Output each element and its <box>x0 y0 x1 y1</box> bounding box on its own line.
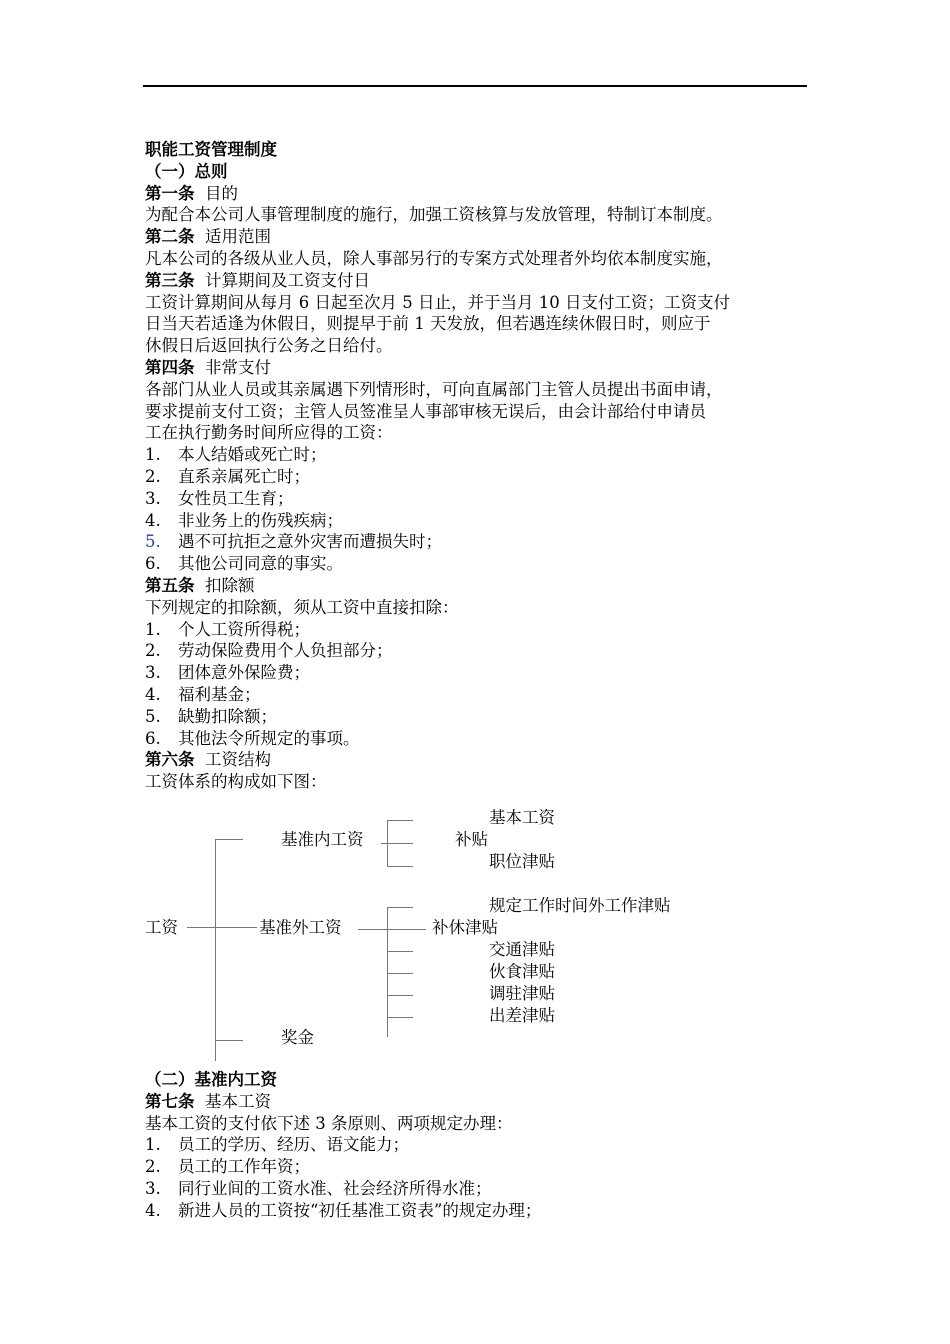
diagram-outer-label: 基准外工资 <box>259 917 342 937</box>
list-item: 3. 团体意外保险费； <box>145 663 310 683</box>
article-heading: 第一条 目的 <box>145 183 238 203</box>
paragraph-line: 日当天若适逢为休假日，则提早于前 1 天发放，但若遇连续休假日时，则应于 <box>145 314 711 334</box>
list-item: 2. 劳动保险费用个人负担部分； <box>145 641 393 661</box>
article-heading: 第四条 非常支付 <box>145 357 271 377</box>
leaf-line <box>387 995 413 996</box>
list-item: 6. 其他法令所规定的事项。 <box>145 728 360 748</box>
leaf-line <box>387 1017 413 1018</box>
list-item: 1. 个人工资所得税； <box>145 619 310 639</box>
header-rule <box>143 85 807 87</box>
list-item: 1. 本人结婚或死亡时； <box>145 445 327 465</box>
list-item: 2. 员工的工作年资； <box>145 1157 310 1177</box>
leaf-line <box>387 973 413 974</box>
paragraph: 基本工资的支付依下述 3 条原则、两项规定办理： <box>145 1113 513 1133</box>
diagram-bonus-label: 奖金 <box>281 1027 314 1047</box>
article-heading: 第三条 计算期间及工资支付日 <box>145 270 370 290</box>
diagram-leaf-label: 补贴 <box>455 829 488 849</box>
paragraph-line: 工在执行勤务时间所应得的工资： <box>145 423 393 443</box>
list-item: 3. 女性员工生育； <box>145 488 294 508</box>
diagram-leaf-label: 基本工资 <box>489 807 555 827</box>
branch-line <box>187 927 257 928</box>
diagram-leaf-label: 规定工作时间外工作津贴 <box>489 895 671 915</box>
diagram-root-label: 工资 <box>145 917 178 937</box>
paragraph-line: 要求提前支付工资；主管人员签准呈人事部审核无误后，由会计部给付申请员 <box>145 401 706 421</box>
paragraph-line: 各部门从业人员或其亲属遇下列情形时，可向直属部门主管人员提出书面申请， <box>145 379 723 399</box>
trunk-line <box>215 839 216 1061</box>
leaf-line <box>381 843 413 844</box>
list-item: 4. 非业务上的伤残疾病； <box>145 510 343 530</box>
paragraph: 下列规定的扣除额，须从工资中直接扣除： <box>145 597 459 617</box>
leaf-line <box>387 866 413 867</box>
diagram-leaf-label: 交通津贴 <box>489 939 555 959</box>
paragraph: 凡本公司的各级从业人员，除人事部另行的专案方式处理者外均依本制度实施， <box>145 248 723 268</box>
list-item: 3. 同行业间的工资水准、社会经济所得水准； <box>145 1178 492 1198</box>
list-item: 4. 福利基金； <box>145 684 261 704</box>
leaf-line <box>358 929 426 930</box>
paragraph: 工资体系的构成如下图： <box>145 772 327 792</box>
leaf-line <box>387 820 413 821</box>
diagram-leaf-label: 职位津贴 <box>489 851 555 871</box>
list-item: 2. 直系亲属死亡时； <box>145 466 310 486</box>
article-heading: 第五条 扣除额 <box>145 575 255 595</box>
article-heading: 第七条 基本工资 <box>145 1091 271 1111</box>
section-heading: （二）基准内工资 <box>145 1069 277 1089</box>
article-heading: 第六条 工资结构 <box>145 750 271 770</box>
paragraph-line: 工资计算期间从每月 6 日起至次月 5 日止，并于当月 10 日支付工资；工资支付 <box>145 292 730 312</box>
diagram-inner-label: 基准内工资 <box>281 829 364 849</box>
leaf-line <box>387 951 413 952</box>
document-body <box>145 139 815 1221</box>
diagram-leaf-label: 调驻津贴 <box>489 983 555 1003</box>
section-heading: （一）总则 <box>145 161 228 181</box>
branch-line <box>215 1040 243 1041</box>
list-item: 5. 遇不可抗拒之意外灾害而遭损失时； <box>145 532 442 552</box>
leaf-line <box>387 907 413 908</box>
branch-line <box>215 839 243 840</box>
salary-structure-diagram <box>145 793 815 1069</box>
paragraph: 为配合本公司人事管理制度的施行，加强工资核算与发放管理，特制订本制度。 <box>145 205 723 225</box>
list-item: 6. 其他公司同意的事实。 <box>145 554 343 574</box>
article-heading: 第二条 适用范围 <box>145 227 271 247</box>
diagram-leaf-label: 补休津贴 <box>432 917 498 937</box>
list-item: 4. 新进人员的工资按“初任基准工资表”的规定办理； <box>145 1200 542 1220</box>
diagram-leaf-label: 出差津贴 <box>489 1005 555 1025</box>
paragraph-line: 休假日后返回执行公务之日给付。 <box>145 336 393 356</box>
diagram-leaf-label: 伙食津贴 <box>489 961 555 981</box>
document-title: 职能工资管理制度 <box>145 140 277 159</box>
list-item: 5. 缺勤扣除额； <box>145 706 277 726</box>
list-item: 1. 员工的学历、经历、语文能力； <box>145 1135 409 1155</box>
